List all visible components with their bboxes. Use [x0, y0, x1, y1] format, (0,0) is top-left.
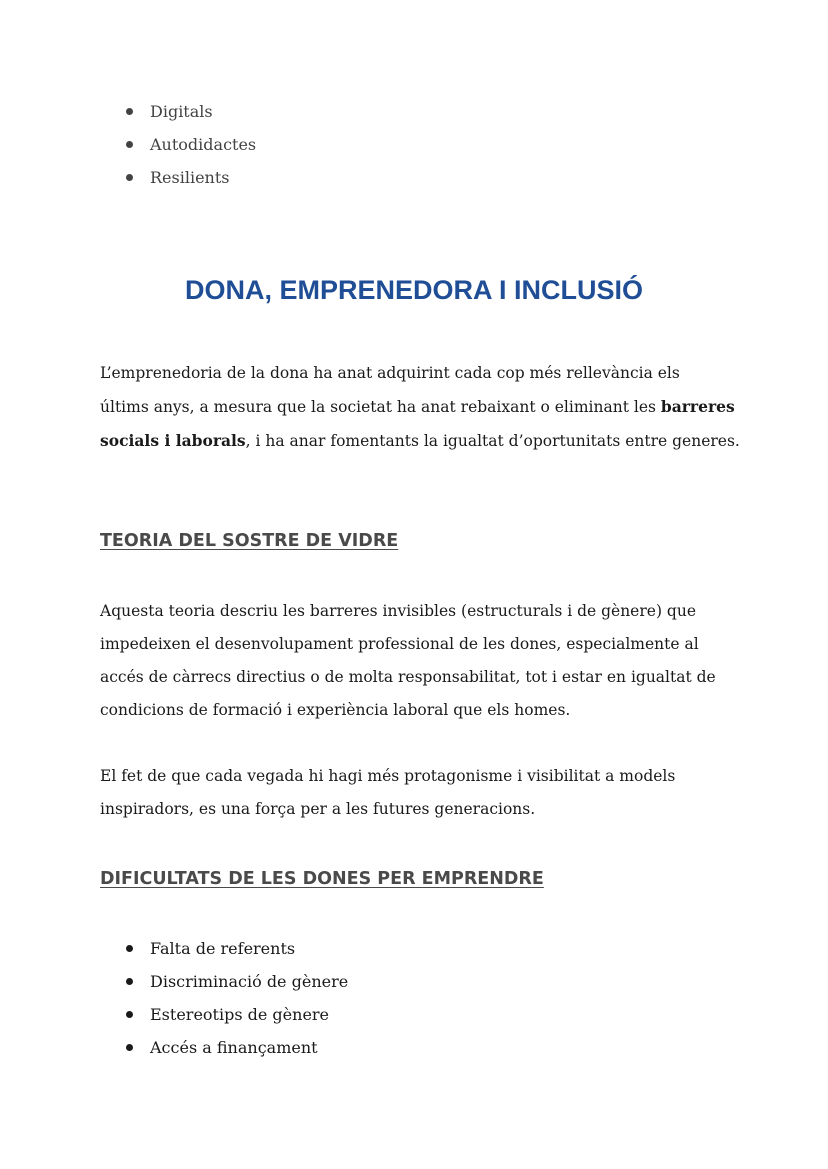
document-title: DONA, EMPRENEDORA I INCLUSIÓ [184, 275, 644, 305]
intro-social-labor-highlight: socials i laborals [100, 431, 246, 450]
list-item-autodidactes: Autodidactes [126, 132, 256, 165]
future-generations-line-2: inspiradors, es una força per a les futures generacions. [100, 800, 536, 818]
list-item-digitals: Digitals [126, 99, 256, 132]
glass-ceiling-line-1: Aquesta teoria descriu les barreres invisibles (estructurals i de gènere) que [100, 602, 696, 620]
list-item-gender-discrimination: Discriminació de gènere [126, 969, 348, 1002]
intro-line-3 [100, 424, 740, 458]
intro-barriers-highlight: barreres [660, 397, 735, 416]
glass-ceiling-paragraph [100, 595, 730, 727]
intro-paragraph [100, 357, 740, 458]
glass-ceiling-heading: TEORIA DEL SOSTRE DE VIDRE [100, 531, 399, 551]
glass-ceiling-line-2: impedeixen el desenvolupament professional de les dones, especialmente al [100, 635, 699, 653]
difficulties-list [126, 936, 348, 1068]
future-generations-paragraph [100, 760, 730, 826]
difficulties-heading: DIFICULTATS DE LES DONES PER EMPRENDRE [100, 869, 544, 889]
glass-ceiling-line-4: condicions de formació i experiència laboral que els homes. [100, 701, 571, 719]
list-item-access-to-financing: Accés a finançament [126, 1035, 348, 1068]
intro-line-2-text: últims anys, a mesura que la societat ha anat rebaixant o eliminant les [100, 398, 661, 416]
list-item-resilients: Resilients [126, 165, 256, 198]
intro-line-2 [100, 390, 735, 424]
top-bullet-list [126, 99, 256, 198]
list-item-lack-of-referents: Falta de referents [126, 936, 348, 969]
future-generations-line-1: El fet de que cada vegada hi hagi més protagonisme i visibilitat a models [100, 767, 676, 785]
intro-line-3-text: , i ha anar fomentants la igualtat d’oportunitats entre generes. [245, 432, 740, 450]
intro-line-1: L’emprenedoria de la dona ha anat adquirint cada cop més rellevància els [100, 364, 680, 382]
glass-ceiling-line-3: accés de càrrecs directius o de molta responsabilitat, tot i estar en igualtat de [100, 668, 716, 686]
list-item-gender-stereotypes: Estereotips de gènere [126, 1002, 348, 1035]
